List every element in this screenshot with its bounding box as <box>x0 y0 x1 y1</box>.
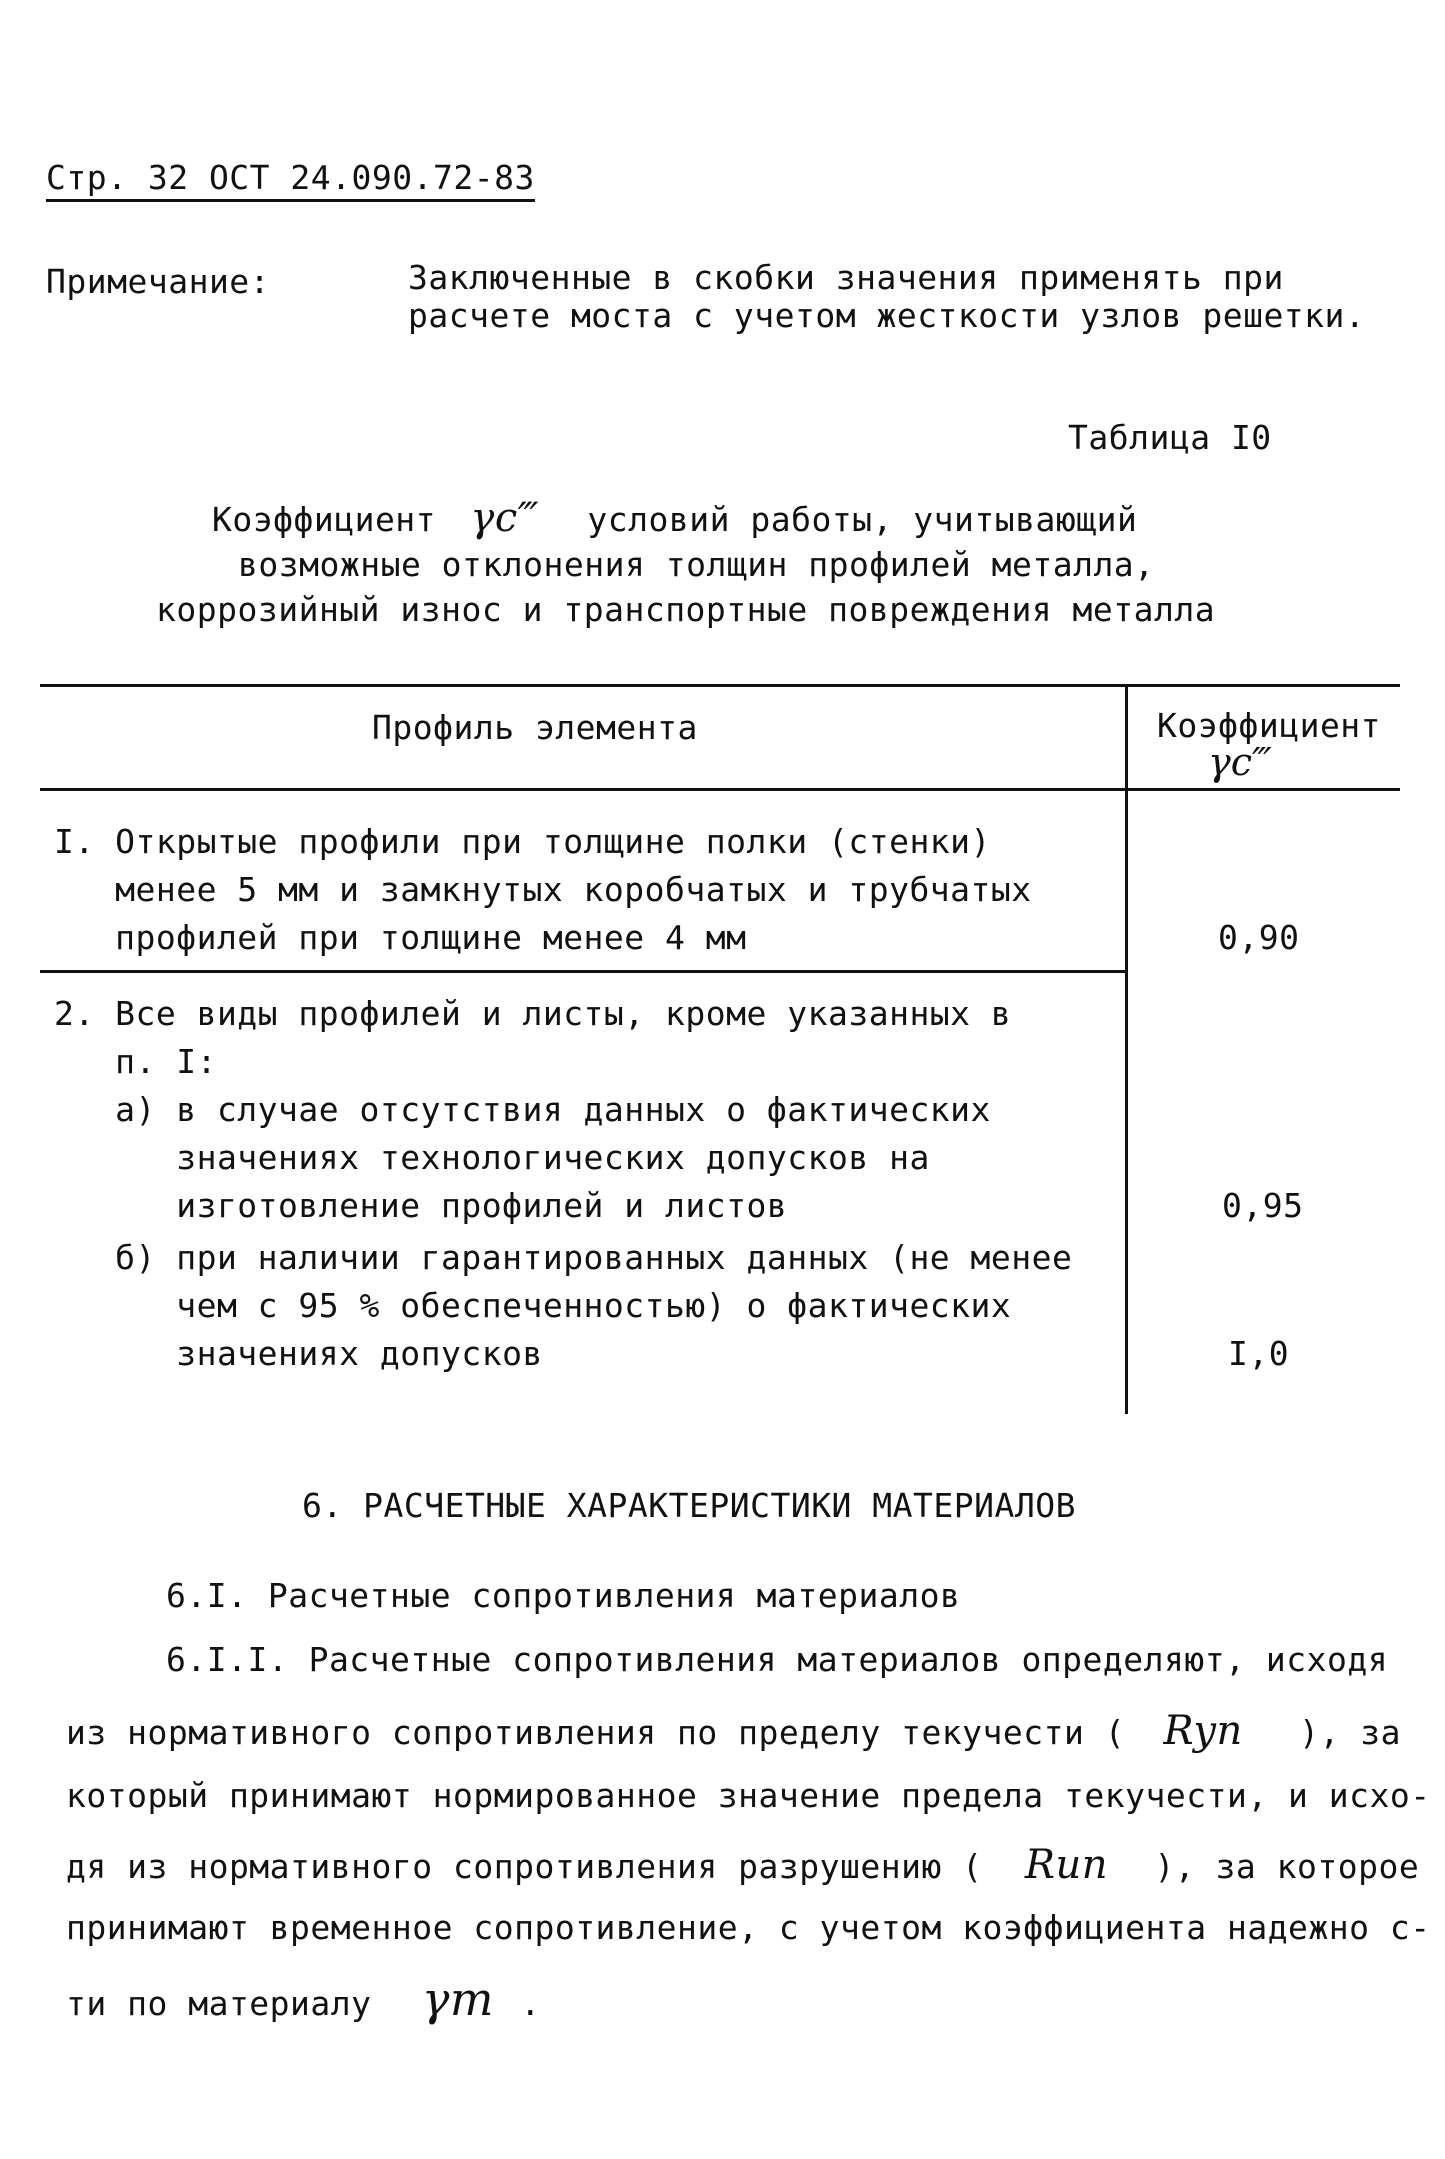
table-title-line-1 <box>212 495 1137 541</box>
table-top-rule <box>40 684 1400 687</box>
table-row-rule <box>40 970 1128 973</box>
paragraph-line-6-text-a: ти по материалу <box>66 1984 372 2023</box>
table-title-prefix: Коэффициент <box>212 500 437 539</box>
row-2-line-2: п. I: <box>54 1042 217 1081</box>
subsection-heading: 6.I. Расчетные сопротивления материалов <box>166 1576 961 1615</box>
page-header: Стр. 32 ОСТ 24.090.72-83 <box>46 158 535 202</box>
row-2-line-8: значениях допусков <box>54 1334 543 1373</box>
paragraph-line-6 <box>66 1972 541 2026</box>
row-2-line-4: значениях технологических допусков на <box>54 1138 930 1177</box>
row-2-line-1: 2. Все виды профилей и листы, кроме указанных в <box>54 994 1012 1033</box>
table-header-rule <box>40 788 1400 791</box>
row-2a-value: 0,95 <box>1222 1186 1304 1225</box>
row-2-line-7: чем с 95 % обеспеченностью) о фактических <box>54 1286 1012 1325</box>
row-1-line-2: менее 5 мм и замкнутых коробчатых и трубчатых <box>54 870 1032 909</box>
note-label: Примечание: <box>46 262 271 301</box>
paragraph-line-4 <box>66 1842 1419 1888</box>
column-header-profile: Профиль элемента <box>372 708 698 747</box>
paragraph-line-2-text-a: из нормативного сопротивления по пределу текучести ( <box>66 1713 1126 1752</box>
paragraph-line-6-text-b: . <box>520 1984 541 2023</box>
paragraph-line-3: который принимают нормированное значение предела текучести, и исхо- <box>66 1776 1431 1815</box>
row-1-value: 0,90 <box>1218 918 1300 957</box>
row-2-line-5: изготовление профилей и листов <box>54 1186 788 1225</box>
row-1-line-3: профилей при толщине менее 4 мм <box>54 918 747 957</box>
note-line-1: Заключенные в скобки значения применять при <box>408 258 1284 297</box>
row-1-line-1: I. Открытые профили при толщине полки (стенки) <box>54 822 991 861</box>
paragraph-line-4-text-b: ), за которое <box>1154 1847 1420 1886</box>
section-heading: 6. РАСЧЕТНЫЕ ХАРАКТЕРИСТИКИ МАТЕРИАЛОВ <box>302 1486 1076 1525</box>
paragraph-line-4-text-a: дя из нормативного сопротивления разрушению ( <box>66 1847 983 1886</box>
paragraph-line-5: принимают временное сопротивление, с учетом коэффициента надежно с- <box>66 1908 1431 1947</box>
gamma-m-symbol: γm <box>421 1972 495 2026</box>
row-2-line-3: а) в случае отсутствия данных о фактических <box>54 1090 991 1129</box>
row-2-line-6: б) при наличии гарантированных данных (не менее <box>54 1238 1073 1277</box>
table-title-line-2: возможные отклонения толщин профилей металла, <box>238 545 1155 584</box>
ryn-symbol: Ryn <box>1163 1708 1243 1754</box>
table-title-line-3: коррозийный износ и транспортные повреждения металла <box>156 590 1216 629</box>
paragraph-line-2 <box>66 1708 1401 1754</box>
column-header-coefficient: Коэффициент <box>1157 706 1382 745</box>
paragraph-line-2-text-b: ), за <box>1299 1713 1401 1752</box>
run-symbol: Run <box>1024 1842 1109 1888</box>
paragraph-line-1: 6.I.I. Расчетные сопротивления материалов определяют, исходя <box>166 1640 1389 1679</box>
table-number: Таблица I0 <box>1068 418 1272 457</box>
table-column-rule <box>1125 684 1128 1414</box>
row-2b-value: I,0 <box>1228 1334 1290 1373</box>
gamma-c-symbol: γc‴ <box>470 495 540 541</box>
table-title-rest: условий работы, учитывающий <box>587 500 1138 539</box>
note-line-2: расчете моста с учетом жесткости узлов решетки. <box>408 296 1366 335</box>
column-header-symbol: γc‴ <box>1208 740 1272 784</box>
